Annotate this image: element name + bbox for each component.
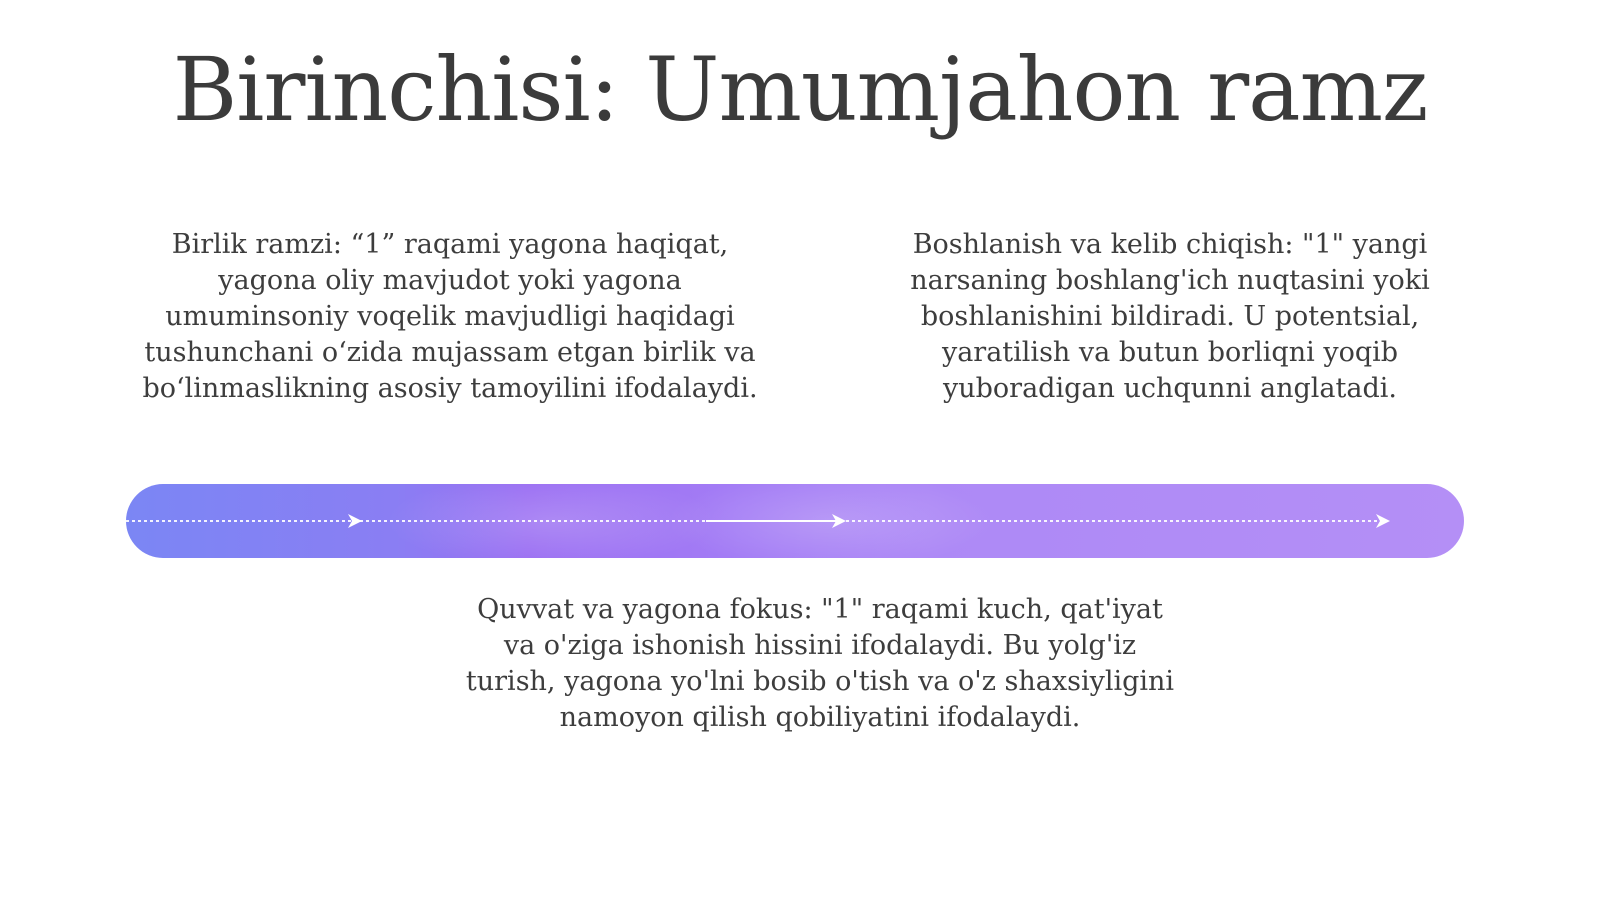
text-block-beginning: Boshlanish va kelib chiqish: "1" yangi narsaning boshlang'ich nuqtasini yoki boshlanishini bildiradi. U potentsial, yaratilish va butun borliqni yoqib yuboradigan uchqunni anglatadi.	[910, 229, 1430, 404]
text-block-power: Quvvat va yagona fokus: "1" raqami kuch, qat'iyat va o'ziga ishonish hissini ifodalaydi. Bu yolg'iz turish, yagona yo'lni bosib o'tish va o'z shaxsiyligini namoyon qilish qobiliyatini ifodalaydi.	[465, 594, 1175, 733]
text-block-unity: Birlik ramzi: “1” raqami yagona haqiqat, yagona oliy mavjudot yoki yagona umuminsoniy voqelik mavjudligi haqidagi tushunchani o‘zida mujassam etgan birlik va bo‘linmaslikning asosiy tamoyilini ifodalaydi.	[142, 229, 758, 404]
timeline-bar	[126, 484, 1464, 558]
slide-title: Birinchisi: Umumjahon ramz	[172, 38, 1428, 141]
arrow-right-icon	[1376, 514, 1390, 528]
timeline-graphic	[126, 484, 1464, 558]
